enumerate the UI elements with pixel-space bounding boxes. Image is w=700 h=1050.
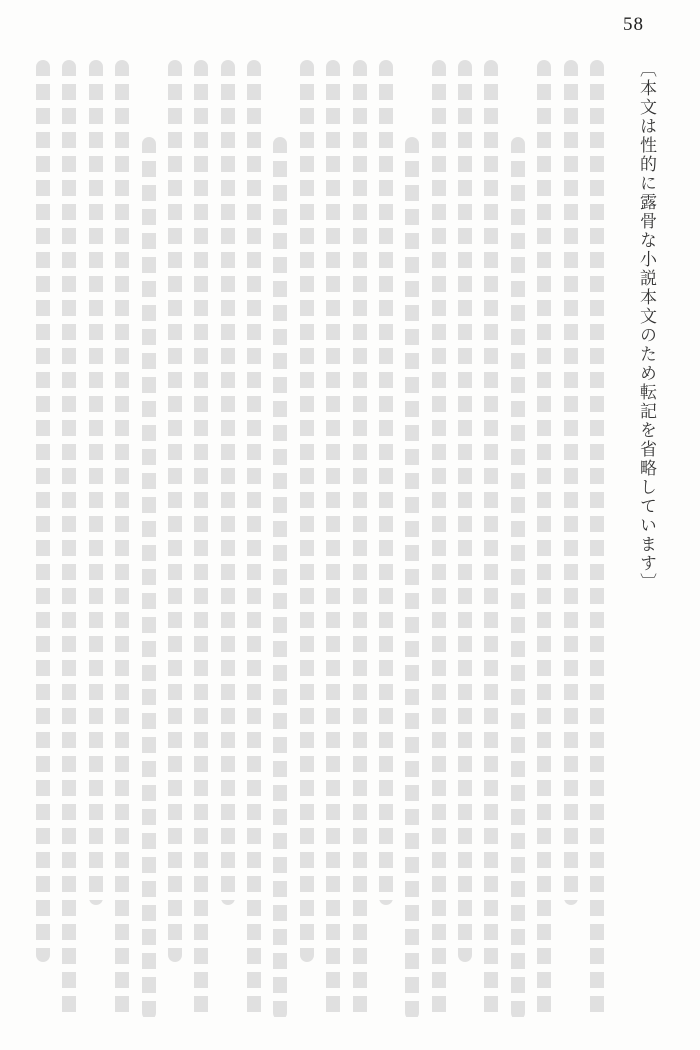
page-number: 58	[623, 14, 644, 35]
body-text-area	[36, 60, 664, 1020]
redaction-notice: 〔本文は性的に露骨な小説本文のため転記を省略しています〕	[637, 60, 656, 592]
